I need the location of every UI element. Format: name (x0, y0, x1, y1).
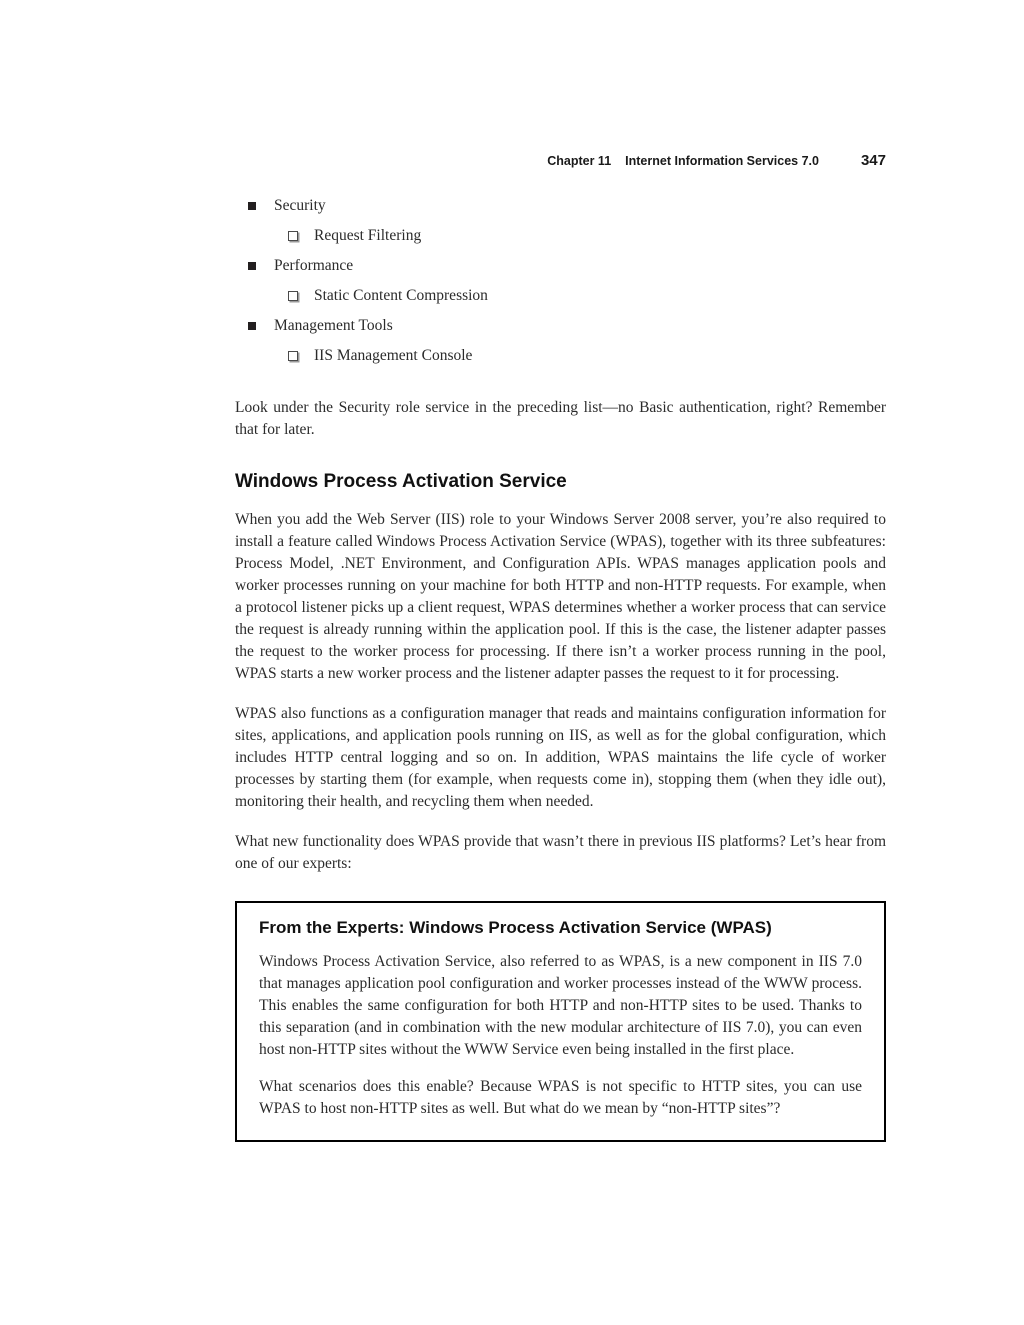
checkbox-square-bullet-icon (288, 291, 298, 301)
role-services-list (235, 191, 886, 371)
list-item (235, 191, 886, 221)
list-item-label: Security (274, 197, 326, 214)
list-item-label: IIS Management Console (314, 347, 473, 364)
body-paragraph: When you add the Web Server (IIS) role to your Windows Server 2008 server, you’re also required to install a feature called Windows Process Activation Service (WPAS), together with its three subfeatures: Process Model, .NET Environment, and Configuration APIs. WPAS manages application pools and worker processes running on your machine for both HTTP and non-HTTP requests. For example, when a protocol listener picks up a client request, WPAS determines whether a worker process that can service the request is already running within the application pool. If this is the case, the listener adapter passes the request to the worker process for processing. If there isn’t a worker process running in the pool, WPAS starts a new worker process and the listener adapter passes the request to it for processing. (235, 511, 886, 682)
checkbox-square-bullet-icon (288, 351, 298, 361)
running-header (235, 152, 886, 169)
from-the-experts-sidebar (235, 901, 886, 1142)
list-item (235, 311, 886, 341)
sidebar-paragraph: What scenarios does this enable? Because WPAS is not specific to HTTP sites, you can use WPAS to host non-HTTP sites as well. But what do we mean by “non-HTTP sites”? (259, 1078, 862, 1117)
page-content-column (235, 152, 886, 1142)
list-item (235, 281, 886, 311)
list-item-label: Management Tools (274, 317, 393, 334)
list-item-label: Request Filtering (314, 227, 422, 244)
filled-square-bullet-icon (248, 202, 256, 210)
filled-square-bullet-icon (248, 322, 256, 330)
list-item (235, 221, 886, 251)
list-item-label: Performance (274, 257, 354, 274)
body-paragraph: What new functionality does WPAS provide that wasn’t there in previous IIS platforms? Let’s hear from one of our experts: (235, 833, 886, 872)
checkbox-square-bullet-icon (288, 231, 298, 241)
page-number: 347 (860, 152, 886, 169)
sidebar-paragraph: Windows Process Activation Service, also referred to as WPAS, is a new component in IIS 7.0 that manages application pool configuration and worker processes instead of the WWW process. This enables the same configuration for both HTTP and non-HTTP sites to be used. Thanks to this separation (and in combination with the new modular architecture of IIS 7.0), you can even host non-HTTP sites without the WWW Service even being installed in the first place. (259, 953, 862, 1058)
sidebar-heading: From the Experts: Windows Process Activation Service (WPAS) (259, 918, 772, 937)
list-item (235, 341, 886, 371)
filled-square-bullet-icon (248, 262, 256, 270)
list-item (235, 251, 886, 281)
body-paragraph: WPAS also functions as a configuration manager that reads and maintains configuration information for sites, applications, and application pools running on IIS, as well as for the global configuration, which includes HTTP central logging and so on. In addition, WPAS maintains the life cycle of worker processes by starting them (for example, when requests come in), stopping them (when they idle out), monitoring their health, and recycling them when needed. (235, 705, 886, 810)
chapter-label: Chapter 11 (547, 154, 612, 168)
section-heading: Windows Process Activation Service (235, 471, 567, 492)
intro-paragraph: Look under the Security role service in the preceding list—no Basic authentication, right? Remember that for later. (235, 399, 886, 438)
chapter-title: Internet Information Services 7.0 (625, 154, 819, 168)
list-item-label: Static Content Compression (314, 287, 488, 304)
